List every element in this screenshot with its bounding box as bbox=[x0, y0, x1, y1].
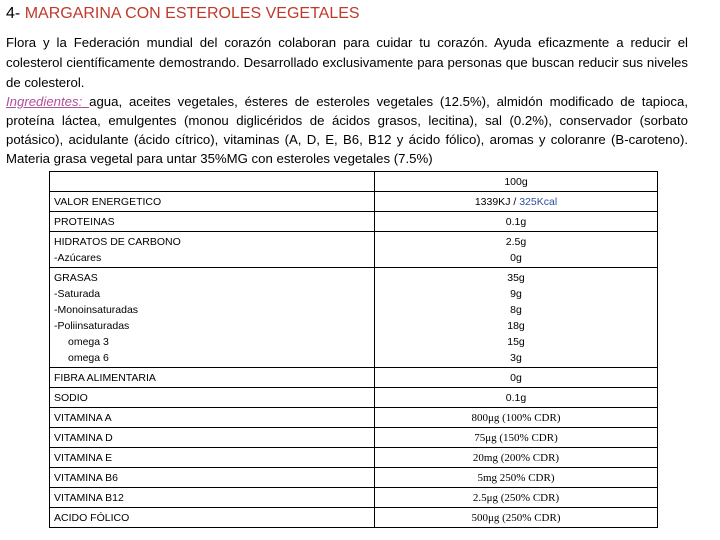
table-row bbox=[50, 468, 658, 488]
table-row bbox=[50, 232, 658, 268]
energy-kcal: 325Kcal bbox=[519, 195, 558, 208]
sodium-value: 0.1g bbox=[375, 388, 658, 408]
ingredients-label: Ingredientes: bbox=[6, 94, 90, 109]
table-row bbox=[50, 488, 658, 508]
fats-labels bbox=[50, 268, 375, 368]
table-row bbox=[50, 408, 658, 428]
vitamin-e-label: VITAMINA E bbox=[50, 448, 375, 468]
folic-acid-value: 500μg (250% CDR) bbox=[375, 508, 658, 528]
vitamin-d-value: 75μg (150% CDR) bbox=[375, 428, 658, 448]
intro-paragraph: Flora y la Federación mundial del corazón colaboran para cuidar tu corazón. Ayuda eficazmente a reducir el colesterol científicamente demostrando. Desarrollado exclusivamente para personas que buscan reducir sus niveles de colesterol. bbox=[6, 35, 688, 90]
proteins-label: PROTEINAS bbox=[50, 212, 375, 232]
carbs-value: 2.5g bbox=[505, 235, 527, 248]
nutrition-table bbox=[49, 171, 658, 528]
energy-label: VALOR ENERGETICO bbox=[50, 192, 375, 212]
table-row bbox=[50, 428, 658, 448]
header-empty-cell bbox=[50, 172, 375, 192]
folic-acid-label: ACIDO FÓLICO bbox=[50, 508, 375, 528]
vitamin-b6-label: VITAMINA B6 bbox=[50, 468, 375, 488]
table-row bbox=[50, 268, 658, 368]
title-number: 4- bbox=[6, 5, 21, 22]
fats-values bbox=[375, 268, 658, 368]
table-row bbox=[50, 388, 658, 408]
energy-kj: 1339KJ / bbox=[474, 195, 520, 208]
vitamin-e-value: 20mg (200% CDR) bbox=[375, 448, 658, 468]
monounsaturated-value: 8g bbox=[510, 303, 522, 316]
carbs-values bbox=[375, 232, 658, 268]
fats-label: GRASAS bbox=[54, 271, 98, 284]
sodium-label: SODIO bbox=[50, 388, 375, 408]
table-row bbox=[50, 448, 658, 468]
saturated-value: 9g bbox=[510, 287, 522, 300]
saturated-label: -Saturada bbox=[54, 287, 101, 300]
vitamin-a-value: 800μg (100% CDR) bbox=[375, 408, 658, 428]
title-name: MARGARINA CON ESTEROLES VEGETALES bbox=[24, 5, 360, 22]
table-header-row bbox=[50, 172, 658, 192]
fats-value: 35g bbox=[507, 271, 525, 284]
polyunsaturated-label: -Poliinsaturadas bbox=[54, 319, 130, 332]
fiber-value: 0g bbox=[375, 368, 658, 388]
omega6-value: 3g bbox=[510, 351, 522, 364]
sugars-value: 0g bbox=[510, 251, 522, 264]
omega3-label: omega 3 bbox=[68, 335, 109, 348]
vitamin-b12-value: 2.5μg (250% CDR) bbox=[375, 488, 658, 508]
energy-value bbox=[375, 192, 658, 212]
vitamin-d-label: VITAMINA D bbox=[50, 428, 375, 448]
fiber-label: FIBRA ALIMENTARIA bbox=[50, 368, 375, 388]
table-row bbox=[50, 192, 658, 212]
vitamin-b12-label: VITAMINA B12 bbox=[50, 488, 375, 508]
table-row bbox=[50, 212, 658, 232]
carbs-labels bbox=[50, 232, 375, 268]
proteins-value: 0.1g bbox=[375, 212, 658, 232]
vitamin-a-label: VITAMINA A bbox=[50, 408, 375, 428]
monounsaturated-label: -Monoinsaturadas bbox=[54, 303, 139, 316]
table-row bbox=[50, 368, 658, 388]
header-cell: 100g bbox=[375, 172, 658, 192]
table-row bbox=[50, 508, 658, 528]
ingredients-paragraph bbox=[6, 92, 688, 168]
omega3-value: 15g bbox=[507, 335, 525, 348]
vitamin-b6-value: 5mg 250% CDR) bbox=[375, 468, 658, 488]
polyunsaturated-value: 18g bbox=[507, 319, 525, 332]
sugars-label: -Azúcares bbox=[54, 251, 102, 264]
carbs-label: HIDRATOS DE CARBONO bbox=[54, 235, 181, 248]
ingredients-text: agua, aceites vegetales, ésteres de esteroles vegetales (12.5%), almidón modificado de tapioca, proteína láctea, emulgentes (monou diglicéridos de ácidos grasos, lecitina), sal (0.2%), conservador (sorbato potásico), acidulante (ácido cítrico), vitaminas (A, D, E, B6, B12 y ácido fólico), aromas y coloranre (B-caroteno). Materia grasa vegetal para untar 35%MG con esteroles vegetales (7.5%) bbox=[6, 94, 688, 166]
omega6-label: omega 6 bbox=[68, 351, 109, 364]
page-title bbox=[6, 5, 360, 23]
